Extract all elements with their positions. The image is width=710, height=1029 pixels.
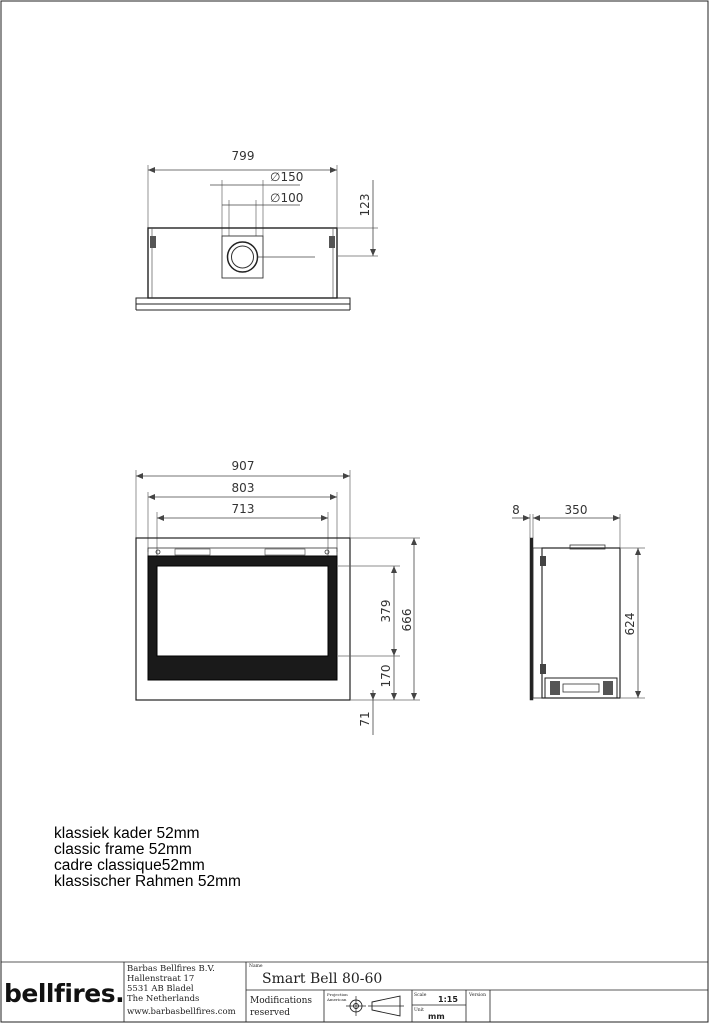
dim-624: 624 bbox=[623, 612, 637, 636]
unit-label: Unit bbox=[414, 1008, 424, 1013]
scale-label: Scale bbox=[414, 993, 427, 998]
note-english: classic frame 52mm bbox=[54, 841, 192, 858]
modifications-line-2: reserved bbox=[250, 1008, 291, 1018]
note-dutch: klassiek kader 52mm bbox=[54, 825, 200, 842]
top-view bbox=[136, 165, 378, 310]
dim-dia-100: ∅100 bbox=[270, 191, 304, 205]
company-line-4: The Netherlands bbox=[127, 994, 200, 1004]
dim-123: 123 bbox=[358, 193, 372, 217]
dim-803: 803 bbox=[231, 481, 255, 495]
company-line-3: 5531 AB Bladel bbox=[127, 984, 194, 994]
front-view bbox=[136, 470, 420, 735]
drawing-name: Smart Bell 80-60 bbox=[262, 971, 383, 987]
version-label: Version bbox=[469, 993, 487, 998]
name-label: Name bbox=[249, 964, 263, 969]
company-line-2: Hallenstraat 17 bbox=[127, 974, 195, 984]
modifications-line-1: Modifications bbox=[250, 996, 313, 1006]
side-view bbox=[512, 514, 645, 700]
dim-350: 350 bbox=[564, 503, 588, 517]
dim-dia-150: ∅150 bbox=[270, 170, 304, 184]
company-line-1: Barbas Bellfires B.V. bbox=[127, 964, 215, 974]
frame-notes bbox=[54, 826, 241, 890]
dim-666: 666 bbox=[400, 608, 414, 632]
note-french: cadre classique52mm bbox=[54, 857, 205, 874]
dim-799: 799 bbox=[231, 149, 255, 163]
dim-379: 379 bbox=[379, 599, 393, 623]
unit-value: mm bbox=[428, 1012, 445, 1021]
dim-8: 8 bbox=[512, 503, 520, 517]
dim-71: 71 bbox=[358, 711, 372, 727]
note-german: klassischer Rahmen 52mm bbox=[54, 873, 241, 890]
projection-label-1: Projection bbox=[327, 992, 348, 997]
company-website: www.barbasbellfires.com bbox=[127, 1007, 236, 1017]
dim-907: 907 bbox=[231, 459, 255, 473]
dim-713: 713 bbox=[231, 502, 255, 516]
scale-value: 1:15 bbox=[438, 995, 458, 1004]
dim-170: 170 bbox=[379, 664, 393, 688]
bellfires-logo: bellfires. bbox=[4, 979, 125, 1008]
projection-label-2: American bbox=[327, 997, 347, 1002]
